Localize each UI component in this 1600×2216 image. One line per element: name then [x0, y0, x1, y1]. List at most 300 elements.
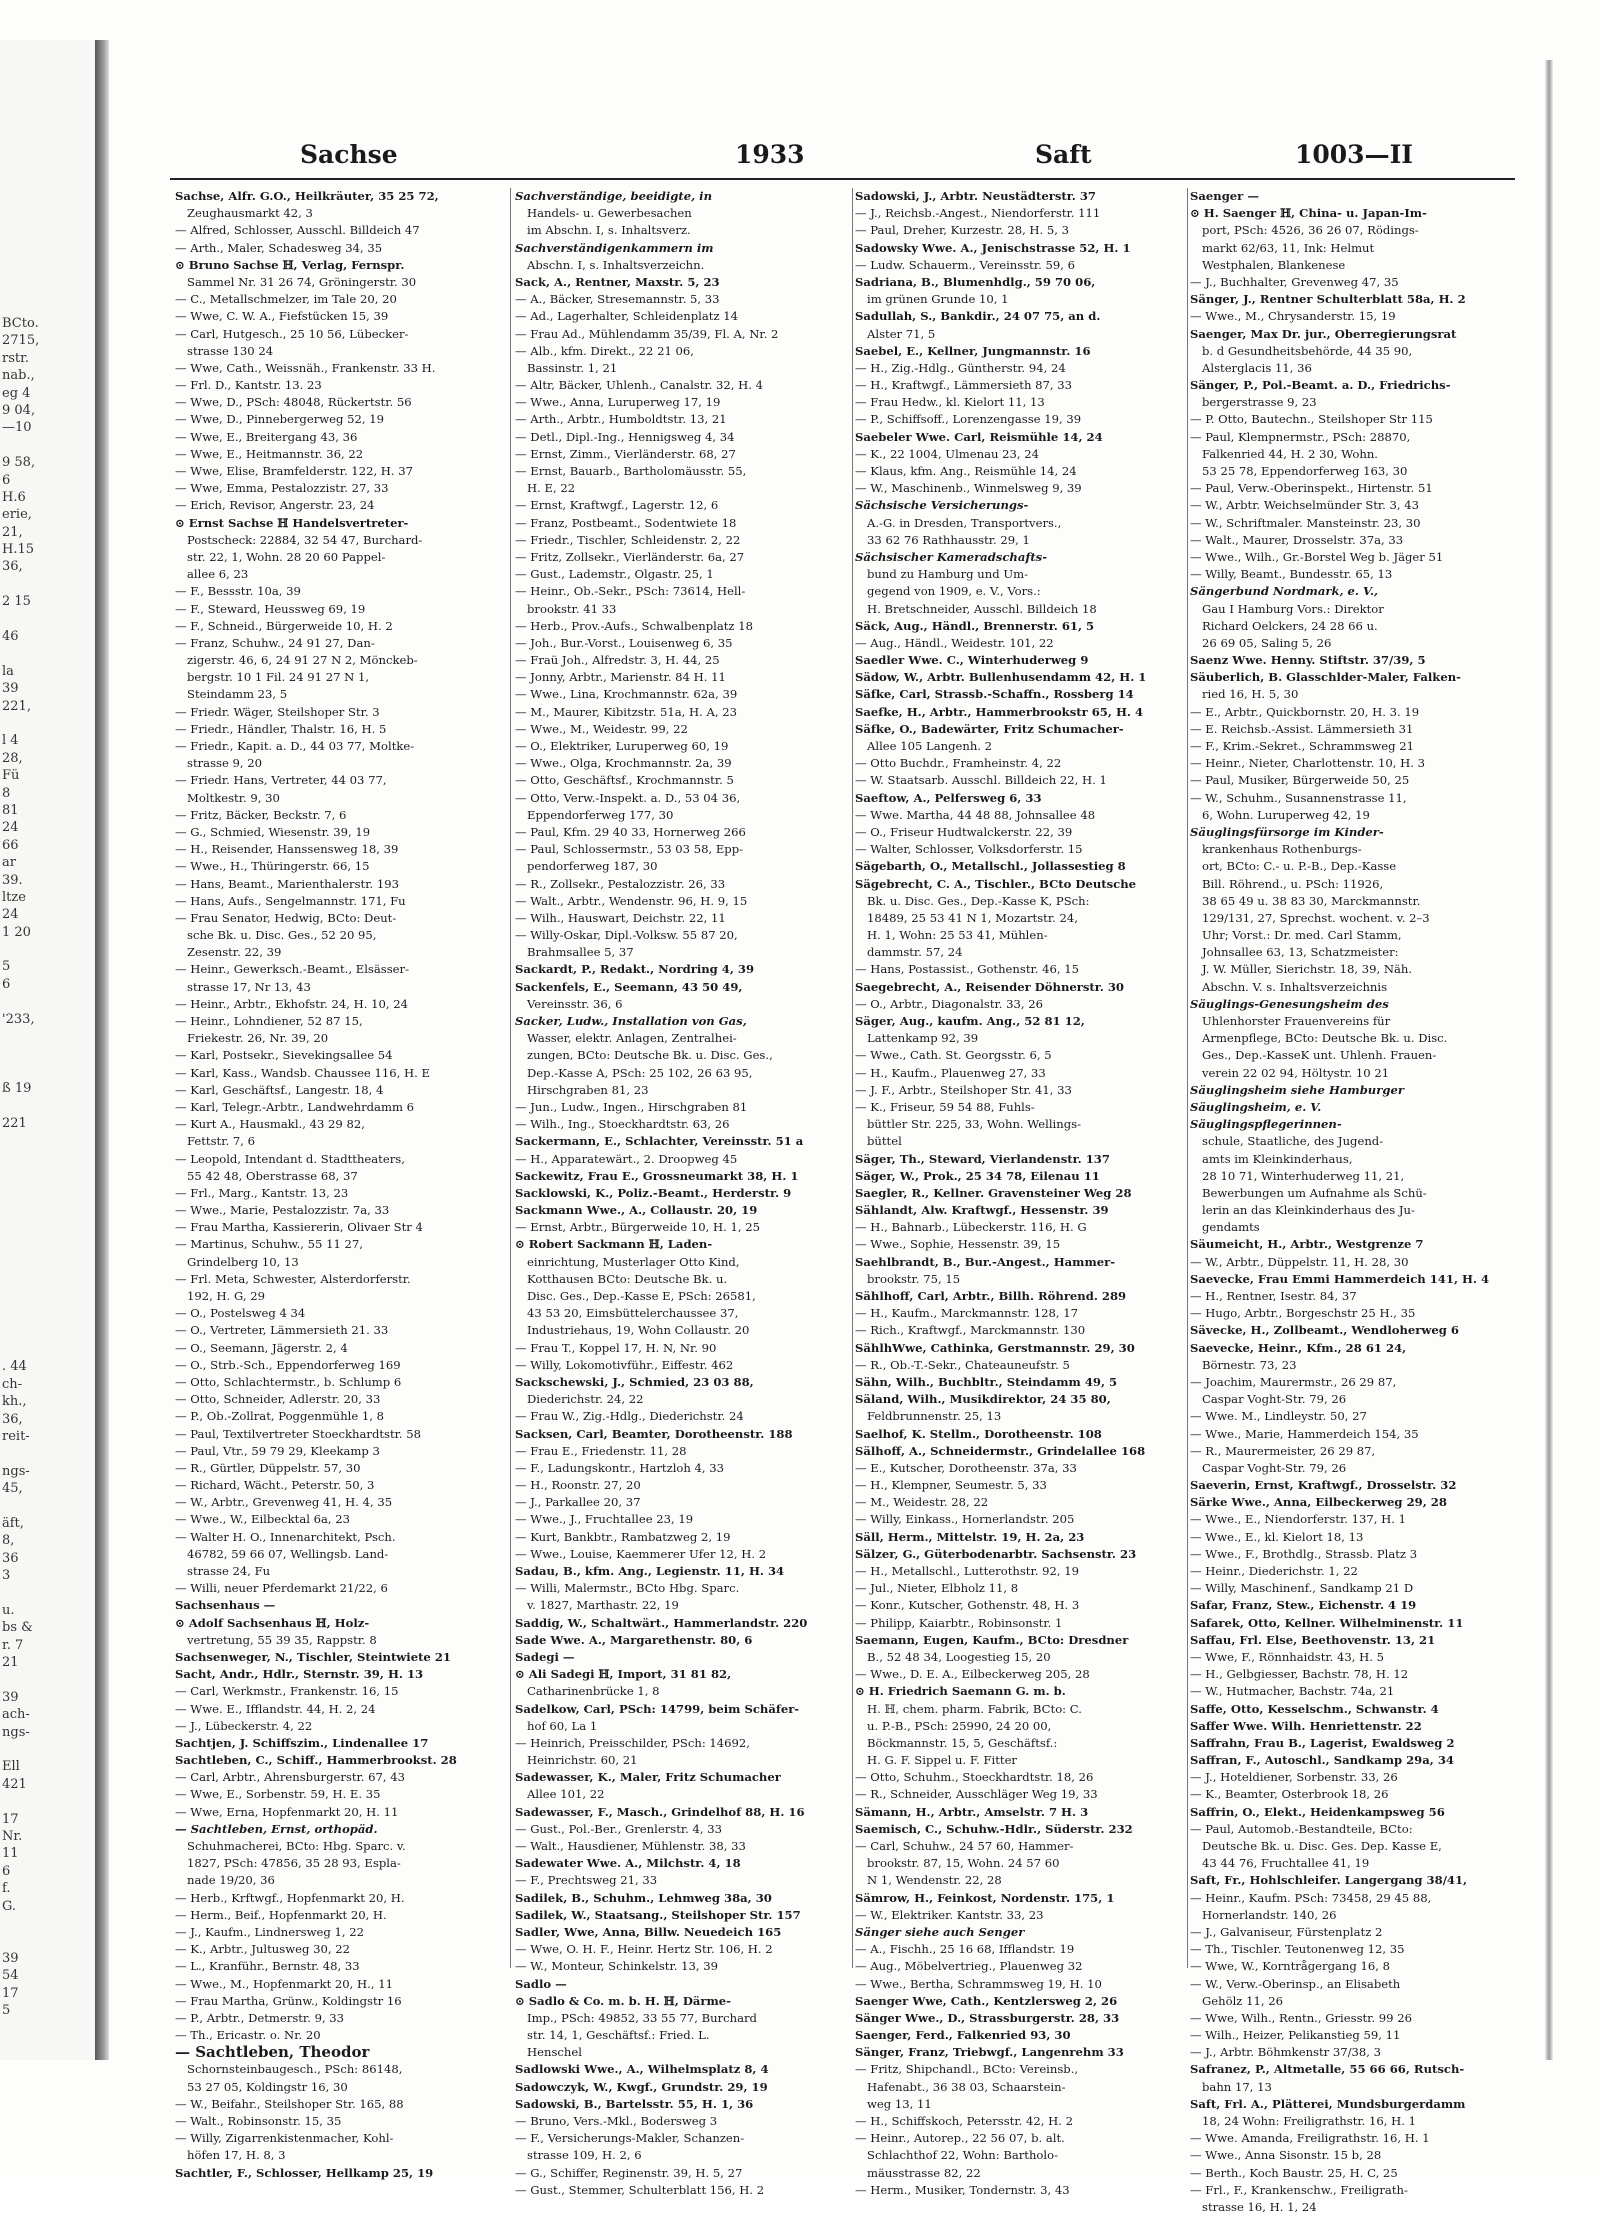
directory-entry-line: — Sachtleben, Theodor	[175, 2044, 370, 2062]
margin-fragment: kh.,	[2, 1394, 27, 1410]
directory-entry-line: Saenger, Max Dr. jur., Oberregierungsrat	[1190, 326, 1457, 341]
directory-entry-line: — Wwe, Cath., Weissnäh., Frankenstr. 33 H.	[175, 360, 436, 375]
directory-entry-line: strasse 16, H. 1, 24	[1202, 2199, 1317, 2214]
directory-entry-line: — Frau Martha, Kassiererin, Olivaer Str 4	[175, 1220, 423, 1235]
directory-entry-line: Friekestr. 26, Nr. 39, 20	[187, 1031, 329, 1046]
directory-entry-line: — Konr., Kutscher, Gothenstr. 48, H. 3	[855, 1598, 1080, 1613]
directory-entry-line: büttel	[867, 1134, 902, 1149]
directory-entry-line: Abschn. V. s. Inhaltsverzeichnis	[1202, 979, 1388, 994]
directory-entry-line: Moltkestr. 9, 30	[187, 790, 280, 805]
margin-fragment: 21	[2, 1655, 19, 1671]
column-divider	[1187, 188, 1188, 1968]
directory-entry-line: — Heinr., Diederichstr. 1, 22	[1190, 1564, 1358, 1578]
margin-fragment: 421	[2, 1776, 27, 1792]
directory-entry-line: Kotthausen BCto: Deutsche Bk. u.	[527, 1271, 728, 1286]
directory-entry-line: Saemisch, C., Schuhw.-Hdlr., Süderstr. 232	[855, 1821, 1133, 1836]
directory-entry-line: Feldbrunnenstr. 25, 13	[867, 1409, 1002, 1424]
margin-fragment: 81	[2, 802, 19, 818]
directory-entry-line: Särke Wwe., Anna, Eilbeckerweg 29, 28	[1190, 1495, 1447, 1510]
margin-fragment: ß 19	[2, 1081, 32, 1097]
margin-fragment: 39	[2, 1950, 19, 1966]
directory-entry-line: — W., Schuhm., Susannenstrasse 11,	[1190, 790, 1407, 805]
directory-entry-line: — Altr, Bäcker, Uhlenh., Canalstr. 32, H. 4	[515, 378, 764, 393]
previous-page-margin	[0, 40, 95, 2060]
directory-entry-line: Postscheck: 22884, 32 54 47, Burchard-	[187, 532, 423, 547]
directory-entry-line: Saemann, Eugen, Kaufm., BCto: Dresdner	[855, 1632, 1129, 1647]
margin-fragment	[2, 1932, 72, 1949]
directory-entry-line: krankenhaus Rothenburgs-	[1202, 842, 1362, 857]
column-3	[855, 188, 1185, 2199]
directory-entry-line: — W., Arbtr., Düppelstr. 11, H. 28, 30	[1190, 1254, 1409, 1269]
margin-fragment	[2, 1306, 72, 1323]
directory-entry-line: 43 44 76, Fruchtallee 41, 19	[1202, 1856, 1370, 1871]
directory-entry-line: Säfke, O., Badewärter, Fritz Schumacher-	[855, 721, 1124, 736]
directory-entry-line: — Carl, Hutgesch., 25 10 56, Lübecker-	[175, 326, 409, 341]
directory-entry-line: 129/131, 27, Sprechst. wochent. v. 2–3	[1202, 910, 1430, 925]
directory-entry-line: Deutsche Bk. u. Disc. Ges. Dep. Kasse E,	[1202, 1839, 1442, 1853]
header-page-number: 1003—II	[1295, 140, 1413, 169]
directory-entry-line: — Frl., F., Krankenschw., Freiligrath-	[1190, 2182, 1408, 2197]
directory-entry-line: B., 52 48 34, Loogestieg 15, 20	[867, 1649, 1051, 1664]
directory-entry-line: ⊙ Ali Sadegi ℍ, Import, 31 81 82,	[515, 1667, 732, 1682]
margin-fragment: Ell	[2, 1759, 20, 1775]
directory-entry-line: Säland, Wilh., Musikdirektor, 24 35 80,	[855, 1392, 1111, 1407]
directory-entry-line: Sadegi —	[515, 1649, 575, 1664]
directory-entry-line: Westphalen, Blankenese	[1202, 257, 1346, 272]
directory-entry-line: Saeftow, A., Pelfersweg 6, 33	[855, 790, 1042, 805]
directory-entry-line: — M., Weidestr. 28, 22	[855, 1495, 989, 1510]
directory-entry-line: Catharinenbrücke 1, 8	[527, 1684, 660, 1699]
directory-entry-line: — Joh., Bur.-Vorst., Louisenweg 6, 35	[515, 635, 733, 650]
directory-entry-line: — R., Maurermeister, 26 29 87,	[1190, 1443, 1376, 1458]
margin-fragment: f.	[2, 1881, 11, 1897]
margin-fragment: u.	[2, 1602, 15, 1618]
directory-entry-line: bergstr. 10 1 Fil. 24 91 27 N 1,	[187, 670, 370, 685]
directory-entry-line: — Wwe, E., Heitmannstr. 36, 22	[175, 446, 364, 461]
directory-entry-line: Sade Wwe. A., Margarethenstr. 80, 6	[515, 1632, 753, 1647]
directory-entry-line: — H., Bahnarb., Lübeckerstr. 116, H. G	[855, 1220, 1087, 1235]
directory-entry-line: Sadewater Wwe. A., Milchstr. 4, 18	[515, 1856, 741, 1871]
directory-entry-line: verein 22 02 94, Höltystr. 10 21	[1202, 1065, 1390, 1080]
directory-entry-line: ⊙ Bruno Sachse ℍ, Verlag, Fernspr.	[175, 257, 405, 272]
margin-fragment: ar	[2, 855, 16, 871]
directory-entry-line: Sachverständige, beeidigte, in	[515, 189, 713, 203]
directory-entry-line: — Wwe, E., Breitergang 43, 36	[175, 429, 358, 444]
column-2	[515, 188, 850, 2199]
directory-entry-line: Sachverständigenkammern im	[515, 240, 714, 255]
column-1	[175, 188, 505, 2182]
directory-entry-line: — Willy-Oskar, Dipl.-Volksw. 55 87 20,	[515, 928, 738, 943]
directory-entry-line: Schuhmacherei, BCto: Hbg. Sparc. v.	[187, 1839, 406, 1853]
directory-entry-line: Vereinsstr. 36, 6	[527, 996, 623, 1011]
margin-fragment: Fü	[2, 768, 20, 784]
directory-entry-line: sche Bk. u. Disc. Ges., 52 20 95,	[187, 928, 377, 943]
directory-entry-line: Diederichstr. 24, 22	[527, 1392, 644, 1407]
margin-fragment: 45,	[2, 1481, 23, 1497]
directory-entry-line: — Paul, Dreher, Kurzestr. 28, H. 5, 3	[855, 223, 1070, 238]
margin-fragment: la	[2, 663, 14, 679]
directory-entry-line: — Herb., Krftwgf., Hopfenmarkt 20, H.	[175, 1890, 405, 1905]
directory-entry-line: 46782, 59 66 07, Wellingsb. Land-	[187, 1546, 389, 1561]
directory-entry-line: — Paul, Automob.-Bestandteile, BCto:	[1190, 1821, 1413, 1836]
directory-entry-line: — K., 22 1004, Ulmenau 23, 24	[855, 446, 1040, 461]
directory-entry-line: port, PSch: 4526, 36 26 07, Rödings-	[1202, 223, 1419, 238]
directory-entry-line: — F., Bessstr. 10a, 39	[175, 584, 301, 599]
directory-entry-line: Wasser, elektr. Anlagen, Zentralhei-	[527, 1031, 737, 1046]
directory-entry-line: Heinrichstr. 60, 21	[527, 1753, 638, 1768]
margin-fragment	[2, 1185, 72, 1202]
directory-entry-line: — Wwe., Lina, Krochmannstr. 62a, 39	[515, 687, 738, 702]
directory-entry-line: Saevecke, Heinr., Kfm., 28 61 24,	[1190, 1340, 1407, 1355]
directory-entry-line: v. 1827, Marthastr. 22, 19	[527, 1598, 679, 1613]
margin-fragment	[2, 993, 72, 1010]
directory-entry-line: — H., Reisender, Hanssensweg 18, 39	[175, 842, 399, 857]
directory-entry-line: Brahmsallee 5, 37	[527, 945, 634, 960]
directory-entry-line: — Wwe., Cath. St. Georgsstr. 6, 5	[855, 1048, 1052, 1063]
directory-entry-line: — L., Kranführ., Bernstr. 48, 33	[175, 1959, 360, 1974]
directory-entry-line: — Wwe., J., Fruchtallee 23, 19	[515, 1512, 694, 1527]
margin-fragment: 5	[2, 2002, 11, 2018]
directory-entry-line: — Karl, Telegr.-Arbtr., Landwehrdamm 6	[175, 1099, 415, 1114]
directory-entry-line: — Alfred, Schlosser, Ausschl. Billdeich 47	[175, 223, 420, 238]
directory-entry-line: — Friedr. Hans, Vertreter, 44 03 77,	[175, 773, 387, 788]
directory-entry-line: ort, BCto: C.- u. P.-B., Dep.-Kasse	[1202, 859, 1397, 874]
margin-fragment: 24	[2, 820, 19, 836]
margin-fragment	[2, 576, 72, 593]
previous-page-fragments	[2, 315, 72, 2019]
margin-fragment: BCto.	[2, 316, 39, 331]
margin-fragment	[2, 1671, 72, 1688]
margin-fragment: ch-	[2, 1376, 23, 1392]
directory-entry-line: — Wwe., Wilh., Gr.-Borstel Weg b. Jäger 51	[1190, 549, 1444, 564]
directory-entry-line: Uhlenhorster Frauenvereins für	[1202, 1014, 1391, 1028]
directory-entry-line: Allee 101, 22	[527, 1787, 605, 1802]
directory-entry-line: — Heinr., Gewerksch.-Beamt., Elsässer-	[175, 962, 409, 977]
margin-fragment	[2, 1498, 72, 1515]
margin-fragment: 8	[2, 785, 11, 801]
directory-entry-line: Saebeler Wwe. Carl, Reismühle 14, 24	[855, 429, 1103, 444]
directory-entry-line: — Th., Ericastr. o. Nr. 20	[175, 2028, 321, 2043]
directory-entry-line: ⊙ H. Friedrich Saemann G. m. b.	[855, 1684, 1066, 1699]
directory-entry-line: — Wwe., Sophie, Hessenstr. 39, 15	[855, 1237, 1061, 1252]
directory-entry-line: — H., Rentner, Isestr. 84, 37	[1190, 1289, 1357, 1303]
directory-entry-line: — Frau Hedw., kl. Kielort 11, 13	[855, 395, 1045, 410]
directory-entry-line: — O., Arbtr., Diagonalstr. 33, 26	[855, 996, 1044, 1011]
directory-entry-line: Lattenkamp 92, 39	[867, 1031, 979, 1046]
directory-entry-line: Henschel	[527, 2045, 582, 2060]
directory-entry-line: Sälhoff, A., Schneidermstr., Grindelallee 168	[855, 1443, 1146, 1458]
directory-entry-line: — Sachtleben, Ernst, orthopäd.	[175, 1821, 378, 1836]
column-4	[1190, 188, 1520, 2216]
margin-fragment: 8,	[2, 1533, 15, 1549]
margin-fragment	[2, 1289, 72, 1306]
directory-entry-line: markt 62/63, 11, Ink: Helmut	[1202, 240, 1375, 255]
directory-entry-line: — J., Parkallee 20, 37	[515, 1495, 641, 1510]
margin-fragment: 36	[2, 1550, 19, 1566]
directory-entry-line: — Wilh., Heizer, Pelikanstieg 59, 11	[1190, 2028, 1401, 2043]
directory-entry-line: — Frau Senator, Hedwig, BCto: Deut-	[175, 910, 397, 925]
directory-entry-line: — M., Maurer, Kibitzstr. 51a, H. A, 23	[515, 704, 738, 719]
directory-entry-line: Sackschewski, J., Schmied, 23 03 88,	[515, 1374, 754, 1389]
directory-entry-line: — Wwe, D., Pinnebergerweg 52, 19	[175, 412, 385, 427]
directory-entry-line: — J., Buchhalter, Grevenweg 47, 35	[1190, 274, 1399, 289]
directory-entry-line: — Wwe., M., Hopfenmarkt 20, H., 11	[175, 1976, 393, 1991]
page-edge	[1545, 60, 1553, 2060]
margin-fragment: ltze	[2, 889, 26, 905]
column-divider	[852, 188, 853, 1968]
directory-entry-line: brookstr. 41 33	[527, 601, 617, 616]
directory-entry-line: — Wilh., Ing., Stoeckhardtstr. 63, 26	[515, 1117, 730, 1132]
directory-entry-line: — F., Ladungskontr., Hartzloh 4, 33	[515, 1460, 725, 1475]
directory-entry-line: dammstr. 57, 24	[867, 945, 963, 960]
directory-entry-line: — Wwe., Marie, Pestalozzistr. 7a, 33	[175, 1203, 390, 1218]
directory-entry-line: 53 25 78, Eppendorferweg 163, 30	[1202, 464, 1408, 478]
directory-entry-line: Sackmann Wwe., A., Collaustr. 20, 19	[515, 1203, 758, 1218]
directory-entry-line: Hornerlandstr. 140, 26	[1202, 1907, 1337, 1922]
directory-entry-line: Abschn. I, s. Inhaltsverzeichn.	[527, 257, 705, 272]
directory-entry-line: — P., Schiffsoff., Lorenzengasse 19, 39	[855, 412, 1082, 427]
directory-entry-line: — O., Elektriker, Luruperweg 60, 19	[515, 739, 729, 753]
directory-entry-line: H. ℍ, chem. pharm. Fabrik, BCto: C.	[867, 1701, 1082, 1716]
directory-entry-line: strasse 109, H. 2, 6	[527, 2148, 642, 2163]
margin-fragment	[2, 1237, 72, 1254]
directory-entry-line: Saevecke, Frau Emmi Hammerdeich 141, H. 4	[1190, 1271, 1490, 1286]
directory-entry-line: Bewerbungen um Aufnahme als Schü-	[1202, 1185, 1427, 1200]
directory-entry-line: Disc. Ges., Dep.-Kasse E, PSch: 26581,	[527, 1289, 756, 1303]
directory-entry-line: Sadullah, S., Bankdir., 24 07 75, an d.	[855, 309, 1101, 324]
directory-entry-line: — Carl, Schuhw., 24 57 60, Hammer-	[855, 1839, 1074, 1853]
margin-fragment	[2, 645, 72, 662]
margin-fragment: 9 04,	[2, 402, 36, 418]
directory-entry-line: — Heinr., Nieter, Charlottenstr. 10, H. 3	[1190, 756, 1425, 771]
directory-entry-line: — H., Kraftwgf., Lämmersieth 87, 33	[855, 378, 1072, 393]
directory-entry-line: Caspar Voght-Str. 79, 26	[1202, 1460, 1347, 1475]
directory-entry-line: — Wwe., M., Chrysanderstr. 15, 19	[1190, 309, 1396, 324]
directory-entry-line: — Walt., Robinsonstr. 15, 35	[175, 2114, 342, 2128]
directory-entry-line: bergerstrasse 9, 23	[1202, 395, 1317, 410]
directory-entry-line: — Willi, Malermstr., BCto Hbg. Sparc.	[515, 1581, 740, 1596]
directory-entry-line: — K., Beamter, Osterbrook 18, 26	[1190, 1787, 1389, 1802]
directory-entry-line: Schornsteinbaugesch., PSch: 86148,	[187, 2062, 403, 2077]
directory-entry-line: — J., Arbtr. Böhmkenstr 37/38, 3	[1190, 2045, 1382, 2060]
directory-entry-line: ⊙ Robert Sackmann ℍ, Laden-	[515, 1237, 713, 1252]
directory-entry-line: — Wwe., Anna, Luruperweg 17, 19	[515, 395, 721, 410]
directory-entry-line: Sachtleben, C., Schiff., Hammerbrookst. 28	[175, 1753, 457, 1768]
directory-entry-line: — W., Arbtr. Weichselmünder Str. 3, 43	[1190, 498, 1420, 513]
directory-entry-line: — F., Versicherungs-Makler, Schanzen-	[515, 2131, 745, 2146]
directory-entry-line: Sägebrecht, C. A., Tischler., BCto Deutsche	[855, 876, 1137, 891]
directory-entry-line: Säumeicht, H., Arbtr., Westgrenze 7	[1190, 1237, 1424, 1252]
directory-entry-line: büttler Str. 225, 33, Wohn. Wellings-	[867, 1117, 1081, 1132]
margin-fragment	[2, 1793, 72, 1810]
margin-fragment: 6	[2, 1863, 11, 1879]
directory-entry-line: Richard Oelckers, 24 28 66 u.	[1202, 618, 1378, 633]
page-header	[175, 140, 1515, 176]
directory-entry-line: — J., Reichsb.-Angest., Niendorferstr. 111	[855, 206, 1101, 221]
directory-entry-line: — Hugo, Arbtr., Borgeschstr 25 H., 35	[1190, 1306, 1416, 1321]
margin-fragment	[2, 1150, 72, 1167]
book-gutter	[95, 40, 109, 2060]
directory-entry-line: Safar, Franz, Stew., Eichenstr. 4 19	[1190, 1598, 1417, 1613]
directory-entry-line: H. G. F. Sippel u. F. Fitter	[867, 1753, 1017, 1768]
directory-entry-line: — Jonny, Arbtr., Marienstr. 84 H. 11	[515, 670, 726, 685]
directory-entry-line: — F., Schneid., Bürgerweide 10, H. 2	[175, 618, 393, 633]
margin-fragment: . 44	[2, 1359, 27, 1375]
margin-fragment	[2, 1341, 72, 1358]
directory-entry-line: strasse 24, Fu	[187, 1564, 271, 1578]
margin-fragment: G.	[2, 1898, 17, 1914]
directory-entry-line: — Klaus, kfm. Ang., Reismühle 14, 24	[855, 464, 1077, 478]
margin-fragment	[2, 1324, 72, 1341]
directory-entry-line: — Walt., Hausdiener, Mühlenstr. 38, 33	[515, 1839, 746, 1853]
directory-entry-line: — Friedr., Kapit. a. D., 44 03 77, Moltke-	[175, 739, 415, 753]
margin-fragment: 17	[2, 1985, 19, 2001]
directory-entry-line: Saegler, R., Kellner. Gravensteiner Weg 28	[855, 1185, 1132, 1200]
directory-entry-line: — Hans, Beamt., Marienthalerstr. 193	[175, 876, 399, 891]
directory-entry-line: Sadewasser, K., Maler, Fritz Schumacher	[515, 1770, 781, 1785]
directory-entry-line: strasse 17, Nr 13, 43	[187, 979, 311, 994]
margin-fragment	[2, 1219, 72, 1236]
directory-entry-line: — R., Gürtler, Düppelstr. 57, 30	[175, 1460, 361, 1475]
directory-entry-line: — Heinr., Autorep., 22 56 07, b. alt.	[855, 2131, 1065, 2146]
directory-entry-line: — Rich., Kraftwgf., Marckmannstr. 130	[855, 1323, 1086, 1338]
directory-entry-line: — Walt., Arbtr., Wendenstr. 96, H. 9, 15	[515, 893, 748, 908]
directory-entry-line: — Bruno, Vers.-Mkl., Bodersweg 3	[515, 2114, 718, 2128]
directory-entry-line: — Wwe, Wilh., Rentn., Griesstr. 99 26	[1190, 2010, 1413, 2025]
directory-entry-line: — W., Hutmacher, Bachstr. 74a, 21	[1190, 1684, 1395, 1699]
directory-entry-line: Bassinstr. 1, 21	[527, 360, 618, 375]
directory-entry-line: Sächsische Versicherungs-	[855, 498, 1029, 513]
margin-fragment: 2 15	[2, 594, 31, 610]
directory-entry-line: — Frau T., Koppel 17, H. N, Nr. 90	[515, 1340, 717, 1355]
directory-entry-line: — Otto, Schneider, Adlerstr. 20, 33	[175, 1392, 381, 1407]
directory-entry-line: Sacklowski, K., Poliz.-Beamt., Herderstr. 9	[515, 1185, 792, 1200]
directory-entry-line: — Otto, Verw.-Inspekt. a. D., 53 04 36,	[515, 790, 741, 805]
directory-entry-line: — Wilh., Hauswart, Deichstr. 22, 11	[515, 910, 726, 925]
margin-fragment: 9 58,	[2, 455, 36, 471]
directory-entry-line: — Carl, Werkmstr., Frankenstr. 16, 15	[175, 1684, 399, 1699]
directory-entry-line: — W. Staatsarb. Ausschl. Billdeich 22, H. 1	[855, 773, 1107, 788]
directory-entry-line: Saft, Frl. A., Plätterei, Mundsburgerdamm	[1190, 2096, 1466, 2111]
margin-fragment	[2, 1271, 72, 1288]
directory-entry-line: — Leopold, Intendant d. Stadttheaters,	[175, 1151, 405, 1166]
directory-entry-line: Säuberlich, B. Glasschlder-Maler, Falken-	[1190, 670, 1461, 685]
margin-fragment: 28,	[2, 750, 23, 766]
margin-fragment: 66	[2, 837, 19, 853]
directory-entry-line: — G., Schiffer, Reginenstr. 39, H. 5, 27	[515, 2165, 743, 2180]
margin-fragment: äft,	[2, 1515, 24, 1531]
directory-entry-line: — H., Gelbgiesser, Bachstr. 78, H. 12	[1190, 1667, 1409, 1682]
directory-entry-line: — O., Seemann, Jägerstr. 2, 4	[175, 1340, 348, 1355]
directory-entry-line: — F., Prechtsweg 21, 33	[515, 1873, 658, 1888]
margin-fragment	[2, 1915, 72, 1932]
directory-entry-line: Gau I Hamburg Vors.: Direktor	[1202, 601, 1384, 616]
margin-fragment: 24	[2, 907, 19, 923]
directory-entry-line: Zeughausmarkt 42, 3	[187, 206, 313, 221]
directory-entry-line: — H., Metallschl., Lutterothstr. 92, 19	[855, 1564, 1079, 1578]
directory-entry-line: — Ernst, Arbtr., Bürgerweide 10, H. 1, 25	[515, 1220, 760, 1235]
directory-entry-line: — E., Kutscher, Dorotheenstr. 37a, 33	[855, 1460, 1077, 1475]
directory-entry-line: SählhWwe, Cathinka, Gerstmannstr. 29, 30	[855, 1340, 1135, 1355]
margin-fragment	[2, 611, 72, 628]
directory-entry-line: — Hans, Postassist., Gothenstr. 46, 15	[855, 962, 1080, 977]
header-rule	[170, 178, 1515, 180]
directory-entry-line: Uhr; Vorst.: Dr. med. Carl Stamm,	[1202, 928, 1402, 943]
directory-entry-line: — K., Arbtr., Jultusweg 30, 22	[175, 1942, 350, 1957]
directory-entry-line: — P. Otto, Bautechn., Steilshoper Str 115	[1190, 412, 1433, 427]
directory-entry-line: — Otto, Schuhm., Stoeckhardtstr. 18, 26	[855, 1770, 1094, 1785]
directory-entry-line: — H., Zig.-Hdlg., Güntherstr. 94, 24	[855, 360, 1066, 375]
directory-entry-line: — Jun., Ludw., Ingen., Hirschgraben 81	[515, 1099, 748, 1114]
directory-entry-line: — Ernst, Kraftwgf., Lagerstr. 12, 6	[515, 498, 719, 513]
directory-entry-line: Säll, Herm., Mittelstr. 19, H. 2a, 23	[855, 1529, 1085, 1544]
directory-entry-line: — E., Arbtr., Quickbornstr. 20, H. 3. 19	[1190, 704, 1420, 719]
directory-entry-line: Schlachthof 22, Wohn: Bartholo-	[867, 2148, 1059, 2163]
directory-entry-line: — Gust., Lademstr., Olgastr. 25, 1	[515, 567, 714, 582]
directory-entry-line: Sachsenhaus —	[175, 1598, 276, 1613]
directory-entry-line: — Richard, Wächt., Peterstr. 50, 3	[175, 1478, 375, 1493]
directory-entry-line: Sänger siehe auch Senger	[855, 1924, 1025, 1939]
directory-entry-line: zigerstr. 46, 6, 24 91 27 N 2, Mönckeb-	[187, 653, 418, 668]
directory-entry-line: A.-G. in Dresden, Transportvers.,	[867, 515, 1062, 530]
directory-entry-line: Sächsischer Kameradschafts-	[855, 549, 1048, 564]
header-right-word: Saft	[1035, 140, 1092, 169]
directory-entry-line: — Hans, Aufs., Sengelmannstr. 171, Fu	[175, 893, 406, 908]
directory-entry-line: Böckmannstr. 15, 5, Geschäftsf.:	[867, 1735, 1058, 1750]
directory-entry-line: — Ernst, Zimm., Vierländerstr. 68, 27	[515, 446, 736, 461]
directory-entry-line: — Heinrich, Preisschilder, PSch: 14692,	[515, 1735, 750, 1750]
directory-entry-line: b. d Gesundheitsbehörde, 44 35 90,	[1202, 343, 1413, 358]
margin-fragment: 3	[2, 1568, 11, 1584]
directory-entry-line: — H., Klempner, Seumestr. 5, 33	[855, 1478, 1047, 1493]
directory-entry-line: Säck, Aug., Händl., Brennerstr. 61, 5	[855, 618, 1095, 633]
directory-entry-line: — Wwe., D. E. A., Eilbeckerweg 205, 28	[855, 1667, 1090, 1682]
directory-entry-line: — H., Kaufm., Plauenweg 27, 33	[855, 1065, 1046, 1080]
directory-entry-line: — Willy, Zigarrenkistenmacher, Kohl-	[175, 2131, 394, 2146]
directory-entry-line: — Fraü Joh., Alfredstr. 3, H. 44, 25	[515, 653, 720, 668]
directory-entry-line: Saffau, Frl. Else, Beethovenstr. 13, 21	[1190, 1632, 1436, 1647]
margin-fragment: H.15	[2, 542, 35, 558]
margin-fragment: rstr.	[2, 350, 30, 366]
directory-entry-line: H. 1, Wohn: 25 53 41, Mühlen-	[867, 928, 1048, 943]
margin-fragment: 221,	[2, 698, 31, 714]
margin-fragment: 6	[2, 472, 11, 488]
directory-entry-line: — Wwe., Louise, Kaemmerer Ufer 12, H. 2	[515, 1546, 767, 1561]
directory-entry-line: Säfke, Carl, Strassb.-Schaffn., Rossberg 14	[855, 687, 1134, 702]
directory-entry-line: Säuglingspflegerinnen-	[1190, 1117, 1342, 1132]
directory-entry-line: — Karl, Geschäftsf., Langestr. 18, 4	[175, 1082, 384, 1097]
directory-entry-line: Ges., Dep.-KasseK unt. Uhlenh. Frauen-	[1202, 1048, 1437, 1063]
directory-entry-line: — W., Arbtr., Grevenweg 41, H. 4, 35	[175, 1495, 393, 1510]
directory-entry-line: — Carl, Arbtr., Ahrensburgerstr. 67, 43	[175, 1770, 406, 1785]
directory-entry-line: — Kurt, Bankbtr., Rambatzweg 2, 19	[515, 1529, 731, 1544]
directory-entry-line: Sadlowski Wwe., A., Wilhelmsplatz 8, 4	[515, 2062, 769, 2077]
directory-entry-line: — Heinr., Kaufm. PSch: 73458, 29 45 88,	[1190, 1890, 1432, 1905]
margin-fragment: 39	[2, 681, 19, 697]
directory-entry-line: — Wwe, W., Korntrågergang 16, 8	[1190, 1959, 1390, 1974]
directory-entry-line: Grindelberg 10, 13	[187, 1254, 299, 1269]
directory-entry-line: ⊙ H. Saenger ℍ, China- u. Japan-Im-	[1190, 206, 1427, 221]
margin-fragment: ngs-	[2, 1724, 30, 1740]
directory-entry-line: J. W. Müller, Sierichstr. 18, 39, Näh.	[1202, 962, 1413, 977]
directory-entry-line: — Walter H. O., Innenarchitekt, Psch.	[175, 1529, 396, 1544]
directory-entry-line: Säuglingsfürsorge im Kinder-	[1190, 824, 1384, 839]
margin-fragment: erie,	[2, 507, 32, 523]
directory-entry-line: — Heinr., Arbtr., Ekhofstr. 24, H. 10, 24	[175, 996, 409, 1011]
directory-entry-line: Sachse, Alfr. G.O., Heilkräuter, 35 25 72,	[175, 189, 439, 203]
directory-entry-line: Saehlbrandt, B., Bur.-Angest., Hammer-	[855, 1254, 1116, 1269]
directory-entry-line: — Philipp, Kaiarbtr., Robinsonstr. 1	[855, 1615, 1063, 1630]
